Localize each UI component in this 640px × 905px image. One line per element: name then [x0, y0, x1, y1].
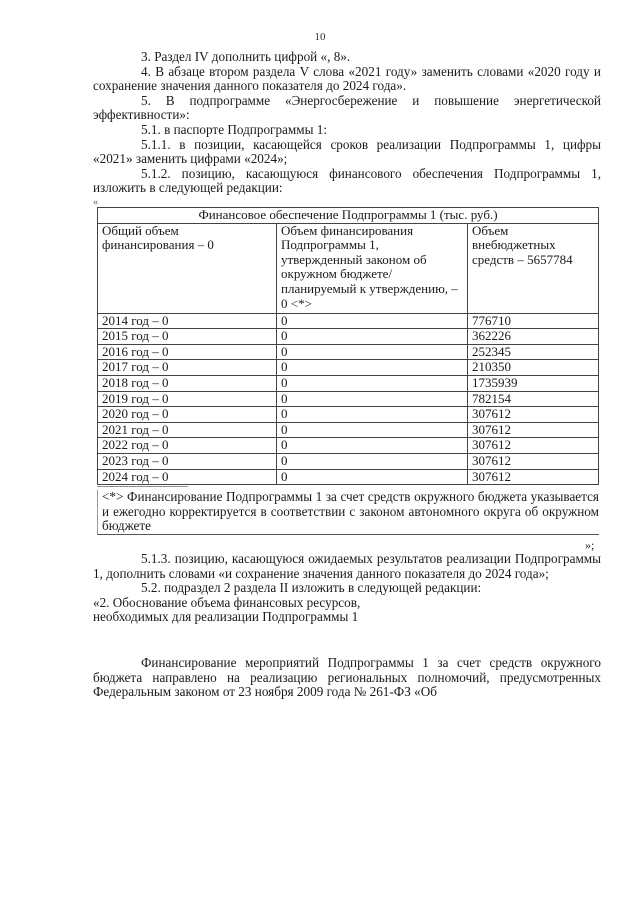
amendments-intro: [93, 50, 601, 196]
extrabudget-cell: 776710: [468, 313, 599, 329]
budget-cell: 0: [277, 375, 468, 391]
extrabudget-cell: 307612: [468, 407, 599, 423]
paragraph-5-1-1: 5.1.1. в позиции, касающейся сроков реализации Подпрограммы 1, цифры «2021» заменить цифрами «2024»;: [93, 136, 601, 167]
year-cell: 2017 год – 0: [98, 360, 277, 376]
budget-cell: 0: [277, 313, 468, 329]
table-row: [98, 329, 599, 345]
budget-cell: 0: [277, 469, 468, 485]
extrabudget-cell: 362226: [468, 329, 599, 345]
amendments-continued: [93, 552, 601, 625]
footnote-separator: --------------------------------: [97, 481, 188, 492]
table-row: [98, 407, 599, 423]
budget-cell: 0: [277, 329, 468, 345]
budget-cell: 0: [277, 391, 468, 407]
year-cell: 2022 год – 0: [98, 438, 277, 454]
table-close-quote: »;: [585, 538, 595, 552]
paragraph-5-1: 5.1. в паспорте Подпрограммы 1:: [141, 121, 328, 137]
header-extrabudgetary: Объем внебюджетных средств – 5657784: [468, 223, 599, 313]
budget-cell: 0: [277, 438, 468, 454]
year-cell: 2021 год – 0: [98, 422, 277, 438]
page-number: 10: [314, 31, 326, 43]
table-row: [98, 360, 599, 376]
financing-rationale: [93, 656, 601, 700]
extrabudget-cell: 252345: [468, 344, 599, 360]
financing-table: [97, 207, 599, 485]
paragraph-4: 4. В абзаце втором раздела V слова «2021 году» заменить словами «2020 году и сохранение значения данного показателя до 2024 года».: [93, 63, 601, 94]
table-row: [98, 391, 599, 407]
section-heading-line-2: необходимых для реализации Подпрограммы 1: [93, 609, 359, 625]
paragraph-5-2: 5.2. подраздел 2 раздела II изложить в следующей редакции:: [141, 580, 482, 596]
extrabudget-cell: 307612: [468, 469, 599, 485]
table-row: [98, 344, 599, 360]
table-row: [98, 422, 599, 438]
budget-cell: 0: [277, 407, 468, 423]
budget-cell: 0: [277, 344, 468, 360]
budget-cell: 0: [277, 453, 468, 469]
paragraph-3: 3. Раздел IV дополнить цифрой «, 8».: [141, 49, 351, 64]
section-heading-line-1: «2. Обоснование объема финансовых ресурсов,: [93, 594, 361, 610]
extrabudget-cell: 782154: [468, 391, 599, 407]
paragraph-5: 5. В подпрограмме «Энергосбережение и повышение энергетической эффективности»:: [93, 92, 601, 123]
extrabudget-cell: 1735939: [468, 375, 599, 391]
paragraph-5-1-3: 5.1.3. позицию, касающуюся ожидаемых результатов реализации Подпрограммы 1, дополнить словами «и сохранение значения данного показателя до 2024 года»;: [93, 551, 601, 581]
footnote-box: [97, 490, 599, 535]
table-row: [98, 313, 599, 329]
extrabudget-cell: 307612: [468, 438, 599, 454]
year-cell: 2019 год – 0: [98, 391, 277, 407]
year-cell: 2014 год – 0: [98, 313, 277, 329]
year-cell: 2015 год – 0: [98, 329, 277, 345]
table-row: [98, 375, 599, 391]
header-total-financing: Общий объем финансирования – 0: [98, 223, 277, 313]
paragraph-5-1-2: 5.1.2. позицию, касающуюся финансового обеспечения Подпрограммы 1, изложить в следующей редакции:: [93, 165, 601, 196]
budget-cell: 0: [277, 422, 468, 438]
table-header-row: [98, 223, 599, 313]
extrabudget-cell: 307612: [468, 422, 599, 438]
table-row: [98, 453, 599, 469]
table-title: Финансовое обеспечение Подпрограммы 1 (тыс. руб.): [98, 208, 599, 224]
year-cell: 2024 год – 0: [98, 469, 277, 485]
year-cell: 2020 год – 0: [98, 407, 277, 423]
extrabudget-cell: 210350: [468, 360, 599, 376]
year-cell: 2018 год – 0: [98, 375, 277, 391]
extrabudget-cell: 307612: [468, 453, 599, 469]
budget-cell: 0: [277, 360, 468, 376]
table-open-quote: «: [93, 197, 98, 208]
header-budget-financing: Объем финансирования Подпрограммы 1, утвержденный законом об окружном бюджете/планируемый к утверждению, – 0 <*>: [277, 223, 468, 313]
paragraph-financing-body: Финансирование мероприятий Подпрограммы 1 за счет средств окружного бюджета направлено на реализацию региональных полномочий, предусмотренных Федеральным законом от 23 ноября 2009 года № 261-ФЗ «Об: [93, 655, 601, 700]
footnote-text: <*> Финансирование Подпрограммы 1 за счет средств окружного бюджета указывается и ежегодно корректируется в соответствии с законом автономного округа об окружном бюджете: [102, 489, 599, 534]
table-row: [98, 438, 599, 454]
year-cell: 2016 год – 0: [98, 344, 277, 360]
year-cell: 2023 год – 0: [98, 453, 277, 469]
